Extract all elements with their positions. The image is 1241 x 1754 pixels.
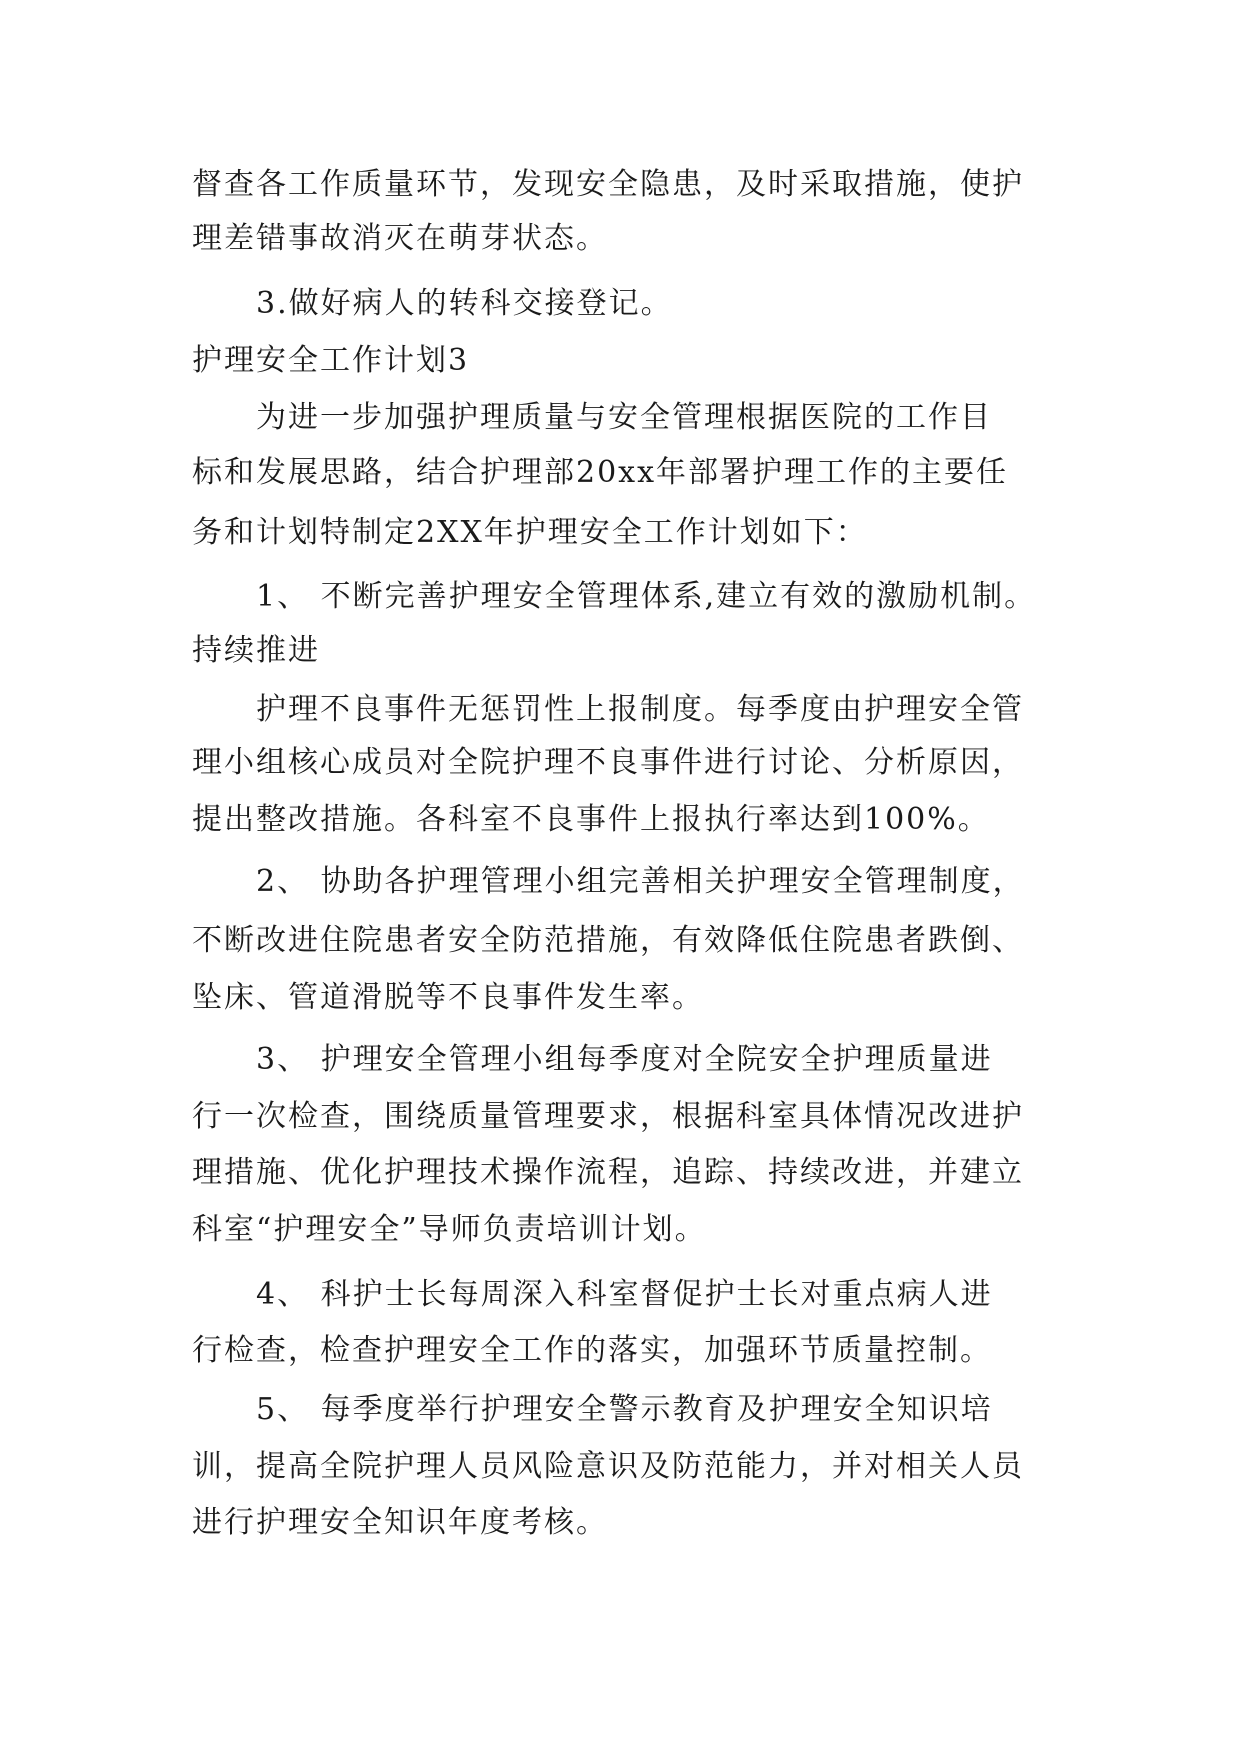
text-line: 理措施、优化护理技术操作流程，追踪、持续改进，并建立 bbox=[192, 1155, 1024, 1190]
text-line: 坠床、管道滑脱等不良事件发生率。 bbox=[192, 980, 704, 1015]
text-line: 务和计划特制定2XX年护理安全工作计划如下： bbox=[192, 515, 868, 550]
text-line: 进行护理安全知识年度考核。 bbox=[192, 1505, 608, 1540]
text-line: 不断改进住院患者安全防范措施，有效降低住院患者跌倒、 bbox=[192, 923, 1024, 958]
text-line: 督查各工作质量环节，发现安全隐患，及时采取措施，使护 bbox=[192, 167, 1024, 202]
text-line: 提出整改措施。各科室不良事件上报执行率达到100%。 bbox=[192, 802, 990, 837]
text-line: 5、 每季度举行护理安全警示教育及护理安全知识培 bbox=[256, 1392, 993, 1427]
text-line: 4、 科护士长每周深入科室督促护士长对重点病人进 bbox=[256, 1277, 993, 1312]
text-line: 理小组核心成员对全院护理不良事件进行讨论、分析原因， bbox=[192, 745, 1024, 780]
text-line: 训，提高全院护理人员风险意识及防范能力，并对相关人员 bbox=[192, 1449, 1024, 1484]
text-line: 为进一步加强护理质量与安全管理根据医院的工作目 bbox=[256, 400, 992, 435]
text-line: 标和发展思路，结合护理部20xx年部署护理工作的主要任 bbox=[192, 455, 1009, 490]
text-line: 3、 护理安全管理小组每季度对全院安全护理质量进 bbox=[256, 1042, 993, 1077]
text-line: 2、 协助各护理管理小组完善相关护理安全管理制度， bbox=[256, 864, 1025, 899]
text-line: 理差错事故消灭在萌芽状态。 bbox=[192, 221, 608, 256]
text-line: 持续推进 bbox=[192, 633, 320, 668]
text-line: 3.做好病人的转科交接登记。 bbox=[256, 286, 673, 321]
text-line: 科室“护理安全”导师负责培训计划。 bbox=[192, 1212, 707, 1247]
section-heading: 护理安全工作计划3 bbox=[192, 343, 470, 378]
text-line: 护理不良事件无惩罚性上报制度。每季度由护理安全管 bbox=[256, 692, 1024, 727]
text-line: 行一次检查，围绕质量管理要求，根据科室具体情况改进护 bbox=[192, 1099, 1024, 1134]
text-line: 1、 不断完善护理安全管理体系,建立有效的激励机制。 bbox=[256, 579, 1037, 614]
text-line: 行检查，检查护理安全工作的落实，加强环节质量控制。 bbox=[192, 1333, 992, 1368]
